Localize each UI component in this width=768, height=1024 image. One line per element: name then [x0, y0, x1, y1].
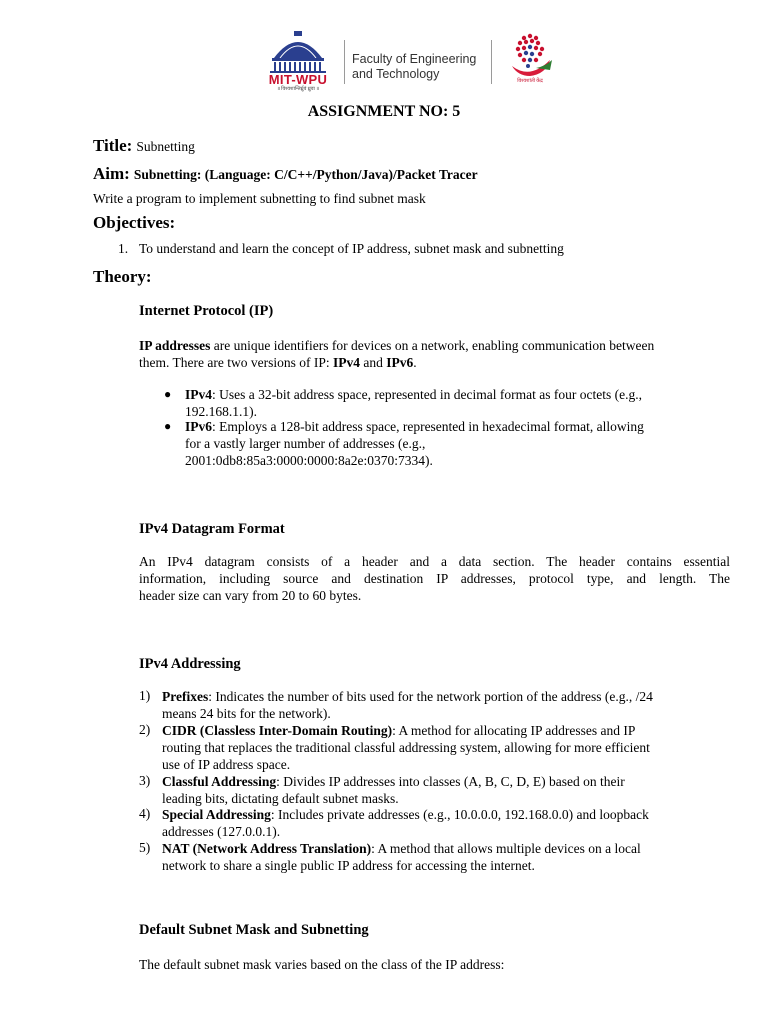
logo-tagline: ॥ विश्वशान्तिर्ध्रुवं ध्रुवा ॥	[276, 87, 320, 92]
ip-heading: Internet Protocol (IP)	[139, 303, 274, 319]
objective-number: 1.	[118, 241, 129, 256]
addressing-heading: IPv4 Addressing	[139, 656, 241, 672]
faculty-line-2: and Technology	[352, 67, 440, 81]
objectives-heading: Objectives:	[93, 213, 176, 232]
title-label: Title:	[93, 136, 133, 155]
datagram-line-2: information, including source and destination IP addresses, protocol type, and length. The	[139, 571, 730, 586]
title-line	[93, 136, 195, 156]
ip-paragraph-line-2: them. There are two versions of IP: IPv4 and IPv6.	[139, 355, 417, 370]
datagram-heading: IPv4 Datagram Format	[139, 521, 285, 537]
bullet-ipv4: IPv4: Uses a 32-bit address space, represented in decimal format as four octets (e.g., 192.168.1.1).	[185, 387, 642, 419]
logo-text: MIT-WPU	[268, 72, 328, 87]
addressing-item-prefixes: Prefixes: Indicates the number of bits used for the network portion of the address (e.g., /24 means 24 bits for the network).	[162, 689, 653, 721]
faculty-name	[352, 52, 476, 82]
ip-paragraph	[139, 337, 732, 371]
aim-value: Subnetting: (Language: C/C++/Python/Java)/Packet Tracer	[133, 167, 478, 182]
header-divider-2	[491, 40, 492, 84]
aim-description: Write a program to implement subnetting to find subnet mask	[93, 191, 426, 206]
subnet-heading: Default Subnet Mask and Subnetting	[139, 922, 369, 938]
theory-heading: Theory:	[93, 267, 152, 286]
peace-emblem	[506, 30, 554, 86]
addressing-item-cidr: CIDR (Classless Inter-Domain Routing): A method for allocating IP addresses and IP routing that replaces the traditional classful addressing system, allowing for more efficient use of IP address space.	[162, 723, 650, 772]
objective-text: To understand and learn the concept of IP address, subnet mask and subnetting	[139, 241, 564, 256]
faculty-line-1: Faculty of Engineering	[352, 52, 477, 66]
emblem-text: विश्वशांती केंद्र	[517, 79, 543, 84]
addressing-item-special: Special Addressing: Includes private addresses (e.g., 10.0.0.0, 192.168.0.0) and loopback addresses (127.0.0.1).	[162, 807, 649, 839]
bullet-icon: ●	[164, 387, 172, 401]
addressing-item-classful: Classful Addressing: Divides IP addresses into classes (A, B, C, D, E) based on their leading bits, dictating default subnet masks.	[162, 774, 625, 806]
page-header	[262, 28, 543, 94]
title-value: Subnetting	[136, 139, 195, 154]
list-number: 4)	[139, 806, 151, 821]
bullet-icon: ●	[164, 419, 172, 433]
mit-wpu-logo	[262, 28, 334, 92]
aim-label: Aim:	[93, 164, 130, 183]
bullet-ipv6: IPv6: Employs a 128-bit address space, represented in hexadecimal format, allowing for a vastly larger number of addresses (e.g., 2001:0db8:85a3:0000:0000:8a2e:0370:7334).	[185, 419, 644, 468]
list-number: 5)	[139, 840, 151, 855]
list-number: 3)	[139, 773, 151, 788]
list-number: 2)	[139, 722, 151, 737]
aim-line	[93, 164, 478, 184]
datagram-paragraph	[139, 553, 730, 604]
list-number: 1)	[139, 688, 151, 703]
ip-paragraph-line-1: IP addresses are unique identifiers for devices on a network, enabling communication between	[139, 338, 655, 353]
addressing-item-nat: NAT (Network Address Translation): A method that allows multiple devices on a local network to share a single public IP address for accessing the internet.	[162, 841, 641, 873]
assignment-heading: ASSIGNMENT NO: 5	[307, 103, 461, 120]
header-divider	[344, 40, 345, 84]
subnet-text: The default subnet mask varies based on the class of the IP address:	[139, 957, 505, 972]
datagram-line-3: header size can vary from 20 to 60 bytes.	[139, 588, 362, 603]
datagram-line-1: An IPv4 datagram consists of a header and a data section. The header contains essential	[139, 554, 730, 569]
